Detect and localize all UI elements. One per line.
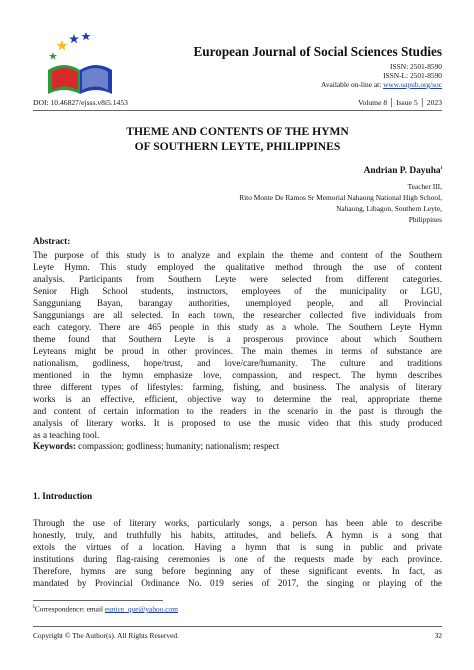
abstract-line: three different types of lifestyles: farming, fishing, and business. The analysis of literary: [33, 382, 442, 392]
introduction-line: mandated by Provincial Ordinance No. 019 series of 2017, the singing or playing of the: [33, 578, 442, 588]
footnote-divider: [33, 600, 163, 601]
issn-linking: ISSN-L: 2501-8590: [383, 71, 442, 80]
affiliation-line: Philippines: [408, 215, 442, 224]
title-line-2: OF SOUTHERN LEYTE, PHILIPPINES: [134, 140, 341, 153]
introduction-heading: 1. Introduction: [33, 491, 93, 501]
abstract-body: [33, 249, 442, 441]
abstract-heading: Abstract:: [33, 236, 71, 246]
affiliation-line: Nahaong, Libagon, Southern Leyte,: [336, 204, 442, 213]
footnote-prefix: Correspondence: email: [34, 604, 105, 614]
introduction-line: extols the virtues of a location. Having a hymn that is sung in public and private: [33, 542, 442, 552]
star-icon: [49, 52, 57, 60]
abstract-line: works is an effective, efficient, objective way to determine the real, appropriate theme: [33, 394, 442, 404]
doi[interactable]: DOI: 10.46827/ejsss.v8i5.1453: [33, 98, 128, 107]
correspondence-footnote: [33, 604, 178, 613]
journal-url-link[interactable]: www.oapub.org/soc: [383, 80, 442, 89]
abstract-line: Leyte Hymn. This study employed the qualitative method through the use of content: [33, 262, 442, 272]
keywords: [33, 441, 442, 451]
footnote-marker: i: [33, 604, 35, 610]
introduction-line: institutions during flag-raising ceremonies is one of the requests made by each province.: [33, 554, 442, 564]
introduction-body: [33, 517, 442, 589]
abstract-line: theme found that Southern Leyte is a prosperous province about which Southern: [33, 334, 442, 344]
abstract-line: each category. There are 465 people in this study as a whole. The Southern Leyte Hymn: [33, 322, 442, 332]
journal-title: European Journal of Social Sciences Studies: [193, 44, 442, 59]
star-icon: [57, 40, 68, 51]
copyright-notice: Copyright © The Author(s). All Rights Reserved.: [33, 631, 179, 640]
keywords-text: compassion; godliness; humanity; nationalism; respect: [75, 441, 280, 451]
correspondence-email-link[interactable]: eunice_que@yahoo.com: [104, 604, 178, 614]
author-name: [200, 166, 442, 176]
abstract-line: mentioned in the hymn emphasize love, compassion, and respect. The hymn describes: [33, 370, 442, 380]
abstract-line: Leyteans might be proud in other provinces. The main themes in terms of substance are: [33, 346, 442, 356]
introduction-line: Through the use of literary works, particularly songs, a person has been able to describe: [33, 518, 442, 528]
abstract-line: analysis. Participants from Southern Leyte were selected from different categories.: [33, 274, 442, 284]
abstract-line: analysis of literary works. It is proposed to use the music video that this study produced: [33, 418, 442, 428]
header-divider: [33, 110, 442, 111]
abstract-line: as a teaching tool.: [33, 430, 100, 440]
affiliation-line: Rito Monte De Ramos Sr Memorial Nahaong National High School,: [239, 193, 442, 202]
book-with-stars-logo-icon: [40, 30, 120, 98]
author-footnote-marker: i: [440, 166, 442, 171]
abstract-line: Senior High School students, instructors, employees of the municipality or LGU,: [33, 286, 442, 296]
affiliation-line: Teacher III,: [407, 182, 442, 191]
footer-divider: [33, 626, 442, 627]
abstract-line: The purpose of this study is to analyze and explain the theme and content of the Southern: [33, 250, 442, 260]
page-number: 32: [434, 631, 442, 640]
author-name-text: Andrian P. Dayuha: [363, 166, 441, 177]
journal-logo: [40, 30, 120, 98]
abstract-line: nationalism, godliness, hope/trust, and love/care/humanity. The culture and traditions: [33, 358, 442, 368]
online-availability: [200, 80, 442, 89]
issn-print: ISSN: 2501-8590: [390, 62, 442, 71]
online-prefix: Available on-line at:: [321, 80, 384, 89]
title-line-1: THEME AND CONTENTS OF THE HYMN: [126, 125, 349, 138]
abstract-line: Sangguniangs are all selected. In each town, the researcher collected five individuals from: [33, 310, 442, 320]
star-icon: [82, 32, 91, 40]
abstract-line: and content of certain information to the readers in the scenario in the past is through the: [33, 406, 442, 416]
introduction-line: Therefore, hymns are sung before beginning any of these significant events. In fact, as: [33, 566, 442, 576]
keywords-label: Keywords:: [33, 441, 76, 451]
abstract-line: Sangguniang Bayan, barangay authorities, unemployed people, and all Provincial: [33, 298, 442, 308]
introduction-line: honestly, truly, and truthfully his habits, attitudes, and beliefs. A hymn is a song that: [33, 530, 442, 540]
article-title: [33, 124, 442, 154]
star-icon: [69, 34, 79, 43]
volume-issue: Volume 8 │ Issue 5 │ 2023: [357, 98, 442, 107]
